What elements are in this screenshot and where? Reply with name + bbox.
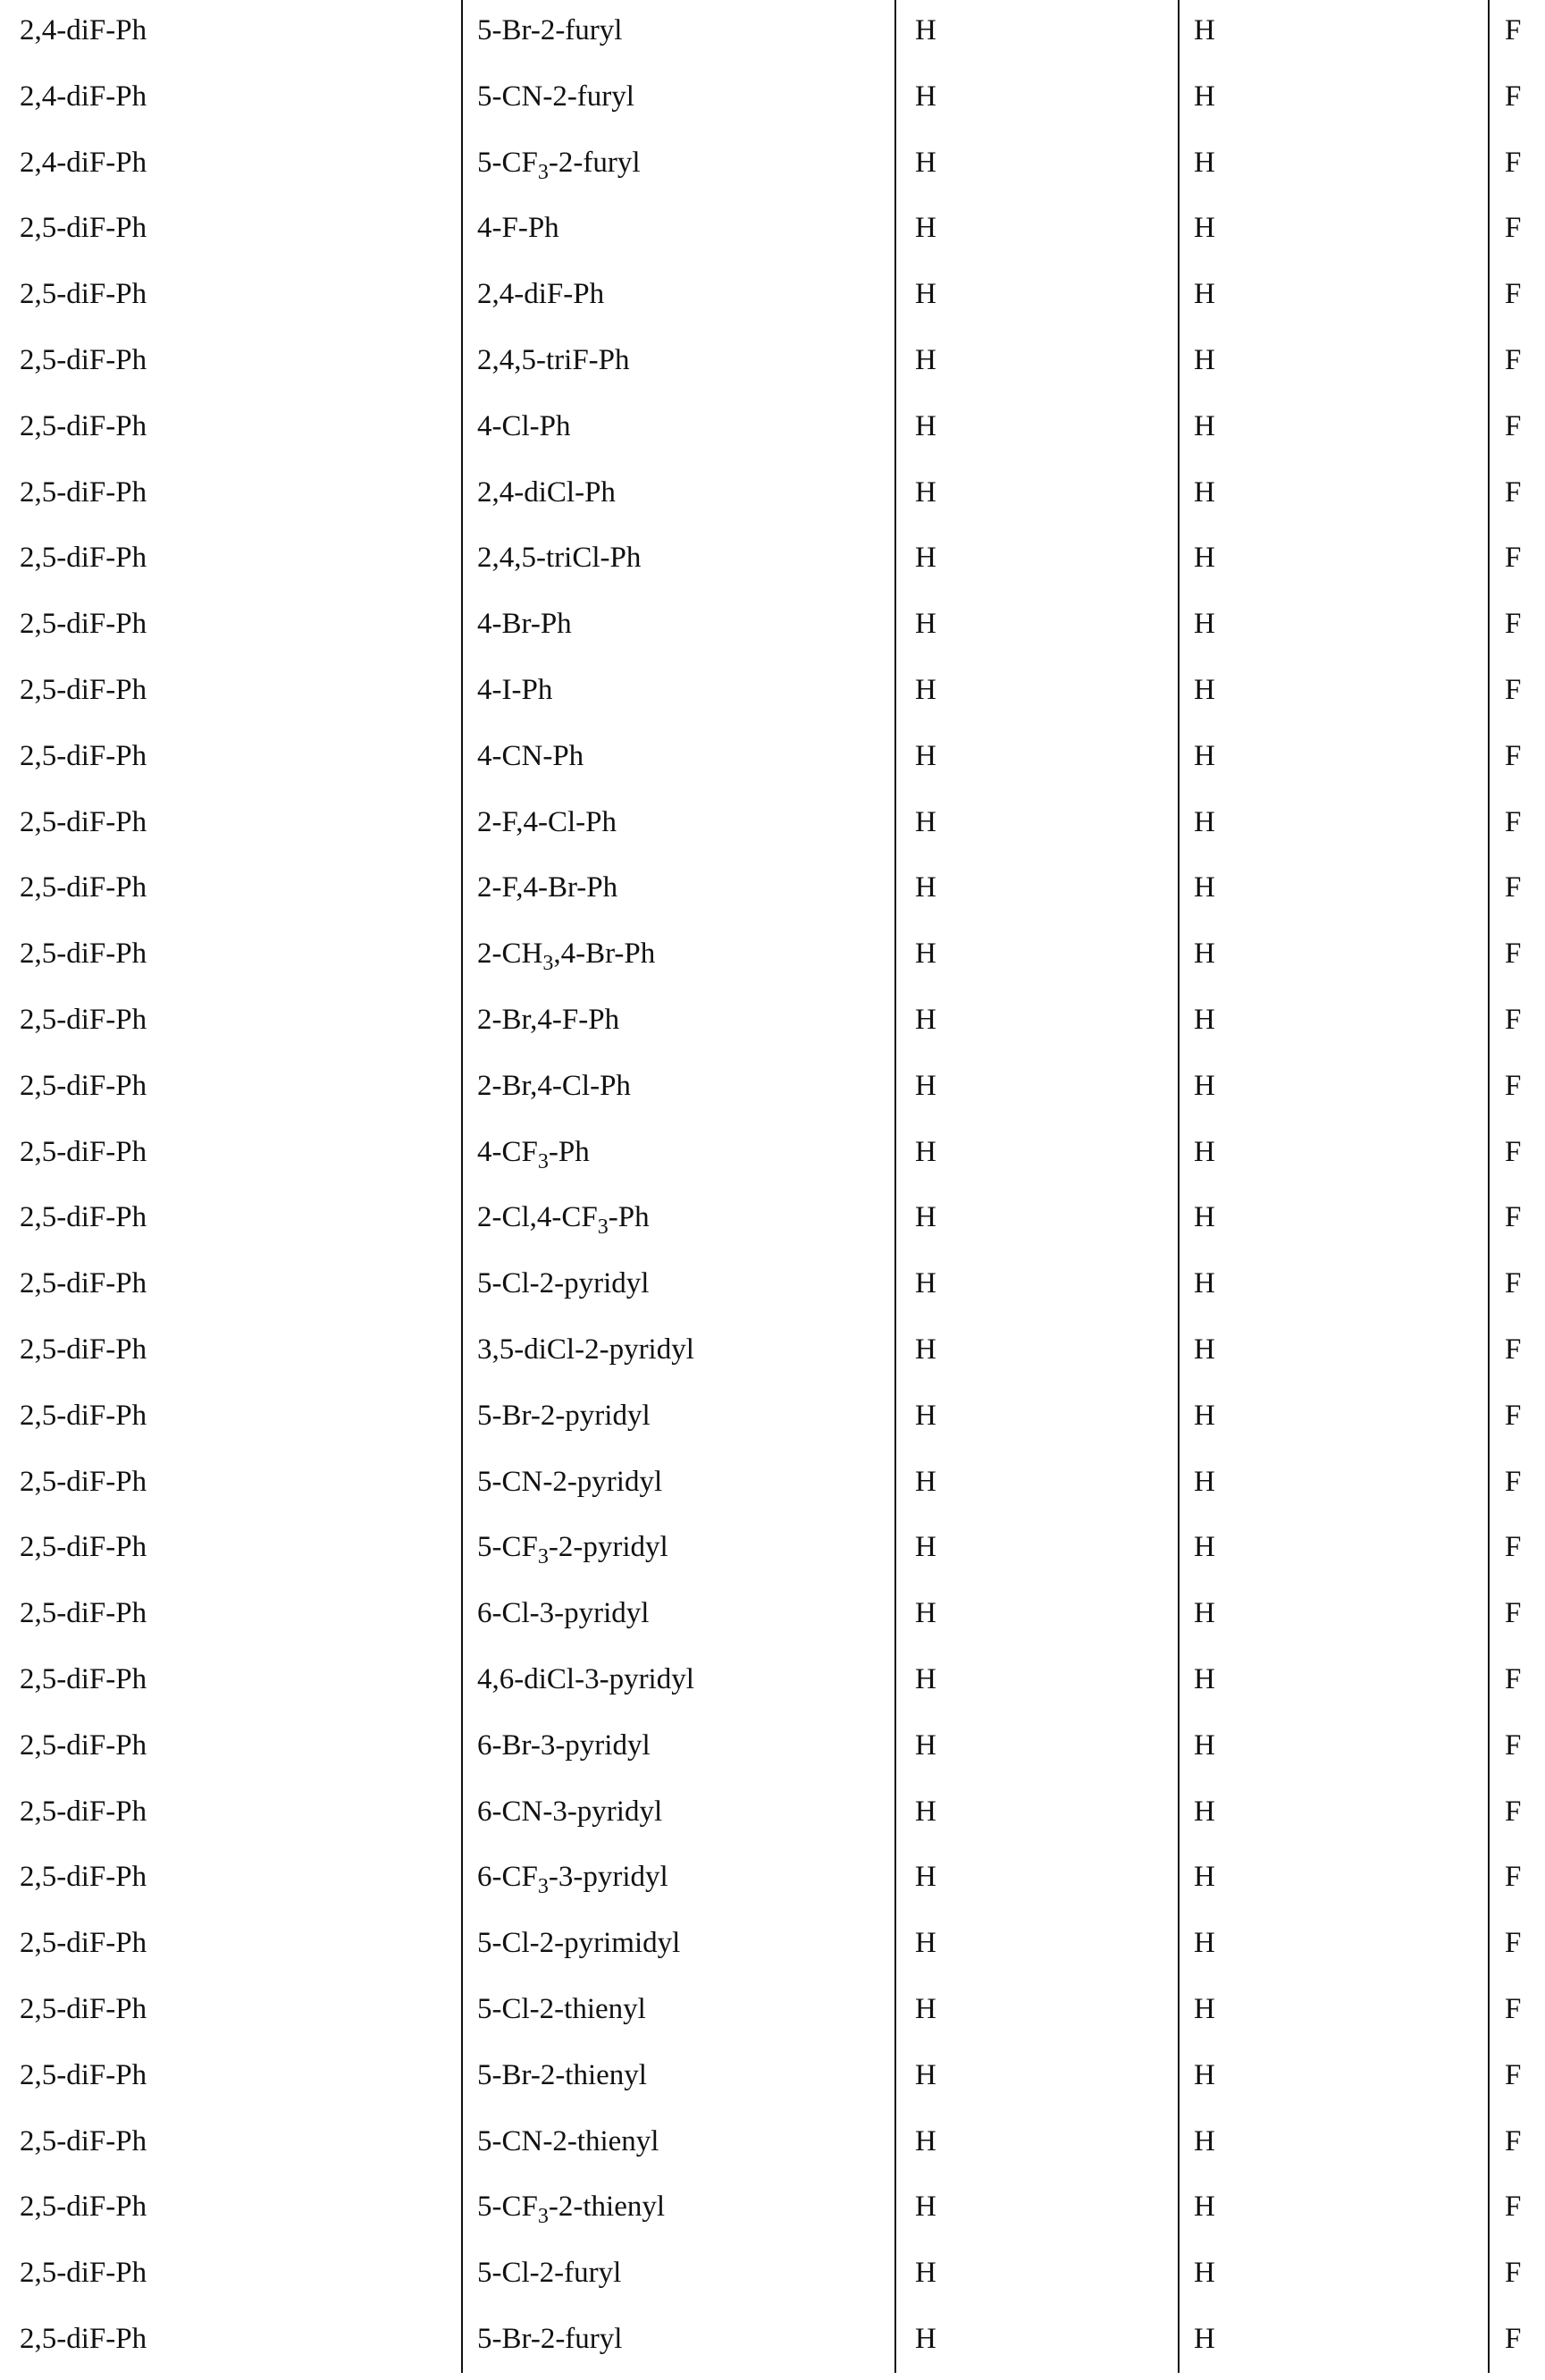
cell-r3: H xyxy=(915,1663,936,1695)
table-row xyxy=(0,1055,1545,1122)
table-row xyxy=(0,2242,1545,2309)
table-row xyxy=(0,660,1545,726)
cell-r2: 5-CN-2-thienyl xyxy=(477,2124,659,2157)
cell-r4: H xyxy=(1194,278,1215,311)
cell-r1: 2,5-diF-Ph xyxy=(20,2058,147,2091)
cell-r2: 5-Cl-2-thienyl xyxy=(477,1993,646,2025)
cell-r5: F xyxy=(1505,1795,1522,1828)
cell-r5: F xyxy=(1505,805,1522,838)
cell-r2: $5-CF_3-2$-furyl xyxy=(477,146,641,184)
cell-r5: F xyxy=(1505,1069,1522,1102)
cell-r4: H xyxy=(1194,542,1215,575)
cell-r2: 2-F,4-Cl-Ph xyxy=(477,805,617,838)
cell-r5: F xyxy=(1505,608,1522,641)
cell-r5: F xyxy=(1505,1993,1522,2025)
cell-r3: H xyxy=(915,2058,936,2091)
cell-r3: H xyxy=(915,1993,936,2025)
cell-r2: 5-Cl-2-pyridyl xyxy=(477,1267,650,1300)
cell-r2: 2,4,5-triF-Ph xyxy=(477,344,630,376)
table-row xyxy=(0,1715,1545,1781)
cell-r2: 5-Br-2-furyl xyxy=(477,14,623,46)
cell-r1: 2,5-diF-Ph xyxy=(20,608,147,641)
cell-r3: H xyxy=(915,1267,936,1300)
cell-r3: H xyxy=(915,1861,936,1894)
cell-r3: H xyxy=(915,1333,936,1366)
cell-r3: H xyxy=(915,1399,936,1432)
cell-r4: H xyxy=(1194,146,1215,179)
cell-r4: H xyxy=(1194,1465,1215,1498)
cell-r3: H xyxy=(915,2191,936,2224)
cell-r3: H xyxy=(915,1069,936,1102)
cell-r2: 2,4-diCl-Ph xyxy=(477,475,616,509)
cell-r5: F xyxy=(1505,2124,1522,2157)
cell-r3: H xyxy=(915,1465,936,1498)
cell-r5: F xyxy=(1505,409,1522,442)
cell-r4: H xyxy=(1194,1597,1215,1630)
cell-r5: F xyxy=(1505,871,1522,904)
table-row xyxy=(0,132,1545,198)
cell-r4: H xyxy=(1194,1399,1215,1432)
cell-r5: F xyxy=(1505,938,1522,971)
cell-r4: H xyxy=(1194,2191,1215,2224)
table-row xyxy=(0,1122,1545,1188)
cell-r4: H xyxy=(1194,2257,1215,2290)
cell-r4: H xyxy=(1194,1927,1215,1960)
cell-r4: H xyxy=(1194,805,1215,838)
cell-r3: H xyxy=(915,542,936,575)
cell-r5: F xyxy=(1505,14,1522,46)
cell-r5: F xyxy=(1505,1728,1522,1762)
cell-r5: F xyxy=(1505,1861,1522,1894)
cell-r2: 6-Br-3-pyridyl xyxy=(477,1728,651,1762)
cell-r1: 2,5-diF-Ph xyxy=(20,1531,147,1564)
cell-r3: H xyxy=(915,739,936,772)
table-row xyxy=(0,2111,1545,2177)
table-row xyxy=(0,1319,1545,1385)
cell-r1: 2,5-diF-Ph xyxy=(20,871,147,904)
cell-r3: H xyxy=(915,475,936,509)
cell-r3: H xyxy=(915,2257,936,2290)
cell-r3: H xyxy=(915,871,936,904)
cell-r2: 5-Cl-2-furyl xyxy=(477,2257,622,2290)
cell-r3: H xyxy=(915,14,936,46)
cell-r2: 5-CN-2-furyl xyxy=(477,80,634,113)
cell-r5: F xyxy=(1505,278,1522,311)
cell-r5: F xyxy=(1505,80,1522,113)
table-row xyxy=(0,527,1545,593)
cell-r3: H xyxy=(915,2124,936,2157)
cell-r3: H xyxy=(915,278,936,311)
cell-r1: 2,5-diF-Ph xyxy=(20,542,147,575)
cell-r1: 2,5-diF-Ph xyxy=(20,1927,147,1960)
cell-r4: H xyxy=(1194,2124,1215,2157)
cell-r2: $5-CF_3-2$-pyridyl xyxy=(477,1531,668,1569)
cell-r1: 2,5-diF-Ph xyxy=(20,1795,147,1828)
cell-r5: F xyxy=(1505,146,1522,179)
cell-r5: F xyxy=(1505,1201,1522,1234)
table-row xyxy=(0,857,1545,923)
table-row xyxy=(0,1913,1545,1979)
cell-r1: 2,5-diF-Ph xyxy=(20,739,147,772)
cell-r2: $4-CF_3-Ph$ xyxy=(477,1135,590,1173)
cell-r2: 4,6-diCl-3-pyridyl xyxy=(477,1663,694,1695)
cell-r1: 2,5-diF-Ph xyxy=(20,1861,147,1894)
cell-r5: F xyxy=(1505,1663,1522,1695)
cell-r1: 2,5-diF-Ph xyxy=(20,212,147,245)
table-row xyxy=(0,1649,1545,1715)
cell-r3: H xyxy=(915,1728,936,1762)
table-row xyxy=(0,923,1545,989)
cell-r4: H xyxy=(1194,212,1215,245)
cell-r2: 5-Br-2-pyridyl xyxy=(477,1399,651,1432)
table-row xyxy=(0,396,1545,462)
cell-r2: 2-Br,4-Cl-Ph xyxy=(477,1069,631,1102)
cell-r3: H xyxy=(915,212,936,245)
cell-r2: $6-CF_3-3$-pyridyl xyxy=(477,1861,668,1899)
cell-r2: 5-Cl-2-pyrimidyl xyxy=(477,1927,681,1960)
cell-r1: 2,5-diF-Ph xyxy=(20,1728,147,1762)
cell-r3: H xyxy=(915,344,936,376)
cell-r1: 2,5-diF-Ph xyxy=(20,475,147,509)
cell-r5: F xyxy=(1505,2191,1522,2224)
cell-r5: F xyxy=(1505,1267,1522,1300)
cell-r4: H xyxy=(1194,1861,1215,1894)
cell-r1: 2,5-diF-Ph xyxy=(20,1663,147,1695)
cell-r3: H xyxy=(915,674,936,706)
cell-r1: 2,5-diF-Ph xyxy=(20,2191,147,2224)
cell-r1: 2,5-diF-Ph xyxy=(20,1267,147,1300)
cell-r4: H xyxy=(1194,1004,1215,1036)
cell-r3: H xyxy=(915,608,936,641)
cell-r1: 2,5-diF-Ph xyxy=(20,1993,147,2025)
cell-r2: $2-Cl,4-CF_3-Ph$ xyxy=(477,1201,650,1240)
table-row xyxy=(0,330,1545,396)
cell-r1: 2,5-diF-Ph xyxy=(20,1597,147,1630)
cell-r4: H xyxy=(1194,1728,1215,1762)
cell-r3: H xyxy=(915,80,936,113)
cell-r4: H xyxy=(1194,2058,1215,2091)
table-row xyxy=(0,989,1545,1055)
cell-r5: F xyxy=(1505,1399,1522,1432)
cell-r2: 5-CN-2-pyridyl xyxy=(477,1465,663,1498)
cell-r3: H xyxy=(915,1201,936,1234)
cell-r4: H xyxy=(1194,1135,1215,1168)
cell-r1: 2,5-diF-Ph xyxy=(20,344,147,376)
cell-r5: F xyxy=(1505,1597,1522,1630)
cell-r1: 2,4-diF-Ph xyxy=(20,14,147,46)
cell-r5: F xyxy=(1505,2323,1522,2355)
table-row xyxy=(0,1781,1545,1847)
cell-r3: H xyxy=(915,938,936,971)
cell-r1: 2,5-diF-Ph xyxy=(20,2124,147,2157)
cell-r2: 6-Cl-3-pyridyl xyxy=(477,1597,650,1630)
table-row xyxy=(0,1517,1545,1583)
table-row xyxy=(0,2309,1545,2375)
cell-r4: H xyxy=(1194,14,1215,46)
table-row xyxy=(0,264,1545,330)
cell-r3: H xyxy=(915,1531,936,1564)
table-row xyxy=(0,198,1545,264)
table-row xyxy=(0,1385,1545,1451)
cell-r1: 2,5-diF-Ph xyxy=(20,278,147,311)
cell-r1: 2,5-diF-Ph xyxy=(20,1333,147,1366)
cell-r5: F xyxy=(1505,1135,1522,1168)
cell-r4: H xyxy=(1194,1069,1215,1102)
table-row xyxy=(0,2045,1545,2111)
cell-r1: 2,5-diF-Ph xyxy=(20,1135,147,1168)
cell-r5: F xyxy=(1505,1531,1522,1564)
table-row xyxy=(0,0,1545,66)
cell-r3: H xyxy=(915,2323,936,2355)
cell-r3: H xyxy=(915,1004,936,1036)
cell-r4: H xyxy=(1194,1531,1215,1564)
cell-r4: H xyxy=(1194,871,1215,904)
cell-r5: F xyxy=(1505,1465,1522,1498)
cell-r2: $2-CH_3,4-Br-Ph$ xyxy=(477,938,656,976)
cell-r1: 2,5-diF-Ph xyxy=(20,409,147,442)
cell-r4: H xyxy=(1194,475,1215,509)
cell-r4: H xyxy=(1194,1201,1215,1234)
cell-r1: 2,5-diF-Ph xyxy=(20,1069,147,1102)
cell-r1: 2,5-diF-Ph xyxy=(20,1399,147,1432)
table-row xyxy=(0,1451,1545,1518)
cell-r4: H xyxy=(1194,80,1215,113)
cell-r1: 2,5-diF-Ph xyxy=(20,2323,147,2355)
cell-r2: 2-Br,4-F-Ph xyxy=(477,1004,620,1036)
cell-r3: H xyxy=(915,1795,936,1828)
table-row xyxy=(0,2176,1545,2242)
table-row xyxy=(0,1979,1545,2045)
cell-r2: $5-CF_3-2$-thienyl xyxy=(477,2191,666,2229)
cell-r2: 4-I-Ph xyxy=(477,674,553,706)
cell-r2: 6-CN-3-pyridyl xyxy=(477,1795,663,1828)
table-row xyxy=(0,1846,1545,1913)
cell-r2: 2-F,4-Br-Ph xyxy=(477,871,618,904)
cell-r3: H xyxy=(915,409,936,442)
cell-r1: 2,4-diF-Ph xyxy=(20,80,147,113)
cell-r5: F xyxy=(1505,212,1522,245)
cell-r4: H xyxy=(1194,739,1215,772)
cell-r1: 2,5-diF-Ph xyxy=(20,674,147,706)
cell-r2: 4-CN-Ph xyxy=(477,739,584,772)
cell-r5: F xyxy=(1505,1004,1522,1036)
cell-r2: 4-Cl-Ph xyxy=(477,409,571,442)
table-row xyxy=(0,1583,1545,1649)
cell-r4: H xyxy=(1194,344,1215,376)
cell-r3: H xyxy=(915,805,936,838)
cell-r1: 2,5-diF-Ph xyxy=(20,1201,147,1234)
cell-r4: H xyxy=(1194,674,1215,706)
cell-r1: 2,5-diF-Ph xyxy=(20,805,147,838)
cell-r5: F xyxy=(1505,1333,1522,1366)
table-row xyxy=(0,726,1545,792)
cell-r2: 5-Br-2-thienyl xyxy=(477,2058,647,2091)
cell-r4: H xyxy=(1194,1993,1215,2025)
cell-r4: H xyxy=(1194,1795,1215,1828)
cell-r3: H xyxy=(915,1927,936,1960)
cell-r5: F xyxy=(1505,674,1522,706)
table-row xyxy=(0,1187,1545,1253)
cell-r5: F xyxy=(1505,542,1522,575)
cell-r2: 2,4,5-triCl-Ph xyxy=(477,542,642,575)
cell-r4: H xyxy=(1194,608,1215,641)
cell-r4: H xyxy=(1194,1333,1215,1366)
table-row xyxy=(0,1253,1545,1319)
cell-r5: F xyxy=(1505,475,1522,509)
cell-r3: H xyxy=(915,1135,936,1168)
cell-r5: F xyxy=(1505,1927,1522,1960)
cell-r4: H xyxy=(1194,1663,1215,1695)
cell-r3: H xyxy=(915,1597,936,1630)
cell-r5: F xyxy=(1505,739,1522,772)
cell-r1: 2,4-diF-Ph xyxy=(20,146,147,179)
cell-r1: 2,5-diF-Ph xyxy=(20,1465,147,1498)
cell-r2: 4-F-Ph xyxy=(477,212,559,245)
cell-r2: 5-Br-2-furyl xyxy=(477,2323,623,2355)
cell-r4: H xyxy=(1194,938,1215,971)
cell-r2: 2,4-diF-Ph xyxy=(477,278,605,311)
cell-r4: H xyxy=(1194,2323,1215,2355)
table-row xyxy=(0,462,1545,528)
cell-r3: H xyxy=(915,146,936,179)
cell-r2: 4-Br-Ph xyxy=(477,608,572,641)
cell-r1: 2,5-diF-Ph xyxy=(20,1004,147,1036)
cell-r1: 2,5-diF-Ph xyxy=(20,938,147,971)
cell-r2: 3,5-diCl-2-pyridyl xyxy=(477,1333,694,1366)
cell-r5: F xyxy=(1505,344,1522,376)
table-row xyxy=(0,593,1545,660)
cell-r5: F xyxy=(1505,2257,1522,2290)
cell-r1: 2,5-diF-Ph xyxy=(20,2257,147,2290)
cell-r4: H xyxy=(1194,1267,1215,1300)
cell-r5: F xyxy=(1505,2058,1522,2091)
table-row xyxy=(0,66,1545,132)
table-row xyxy=(0,792,1545,858)
cell-r4: H xyxy=(1194,409,1215,442)
